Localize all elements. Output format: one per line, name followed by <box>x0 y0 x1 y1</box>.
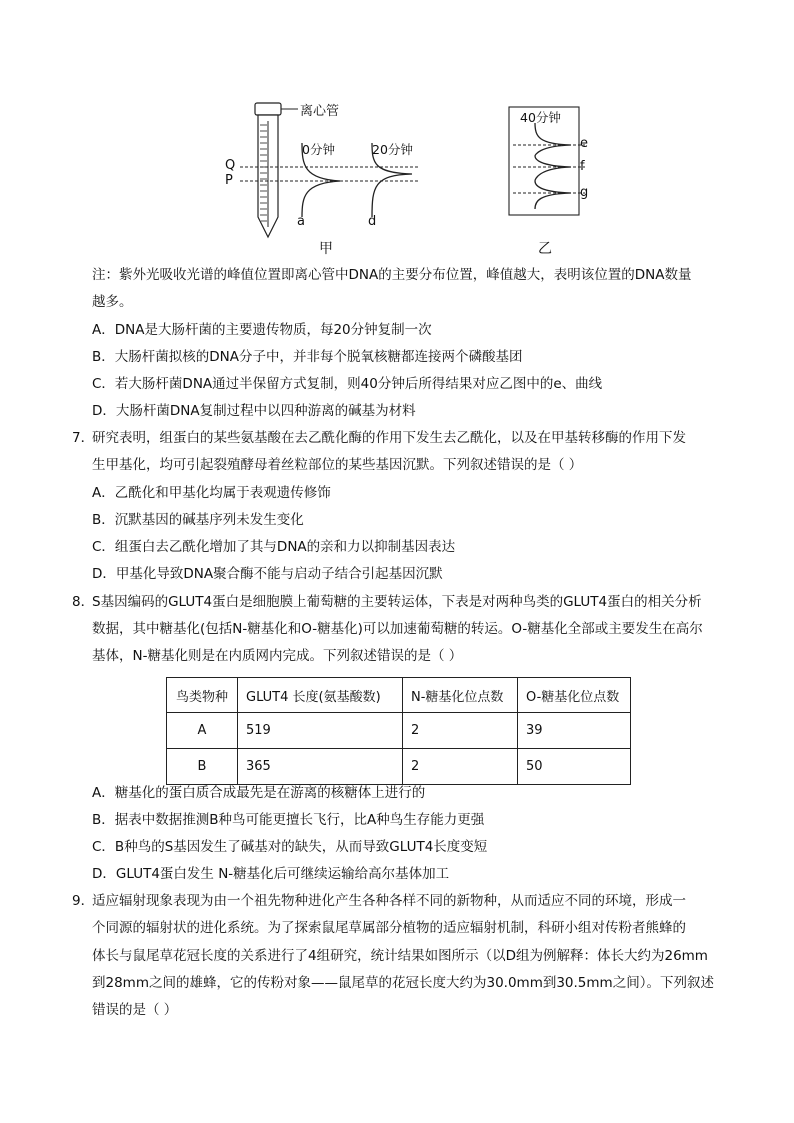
q9-stem-line-4: 到28mm之间的雄蜂，它的传粉对象——鼠尾草的花冠长度大约为30.0mm到30.5mm之间）。下列叙述 <box>92 975 714 991</box>
q8-option-b: B．据表中数据推测B种鸟可能更擅长飞行，比A种鸟生存能力更强 <box>92 812 485 828</box>
table-cell: B <box>167 749 238 785</box>
table-cell: 39 <box>518 713 631 749</box>
curve-a-label: a <box>297 214 305 229</box>
time-40-label: 40分钟 <box>520 110 561 125</box>
table-cell: 50 <box>518 749 631 785</box>
q7-stem-line-1: 研究表明，组蛋白的某些氨基酸在去乙酰化酶的作用下发生去乙酰化，以及在甲基转移酶的作用下发 <box>92 430 686 446</box>
q8-option-c: C．B种鸟的S基因发生了碱基对的缺失，从而导致GLUT4长度变短 <box>92 839 488 855</box>
caption-yi: 乙 <box>538 241 552 257</box>
q-label: Q <box>225 158 236 173</box>
q9-stem-line-2: 个同源的辐射状的进化系统。为了探索鼠尾草属部分植物的适应辐射机制，科研小组对传粉者熊蜂的 <box>92 920 686 936</box>
q8-option-d: D．GLUT4蛋白发生 N-糖基化后可继续运输给高尔基体加工 <box>92 866 450 882</box>
table-row <box>167 713 631 749</box>
q7-option-b: B．沉默基因的碱基序列未发生变化 <box>92 512 304 528</box>
figure-jia <box>220 95 430 260</box>
note-line-1: 注：紫外光吸收光谱的峰值位置即离心管中DNA的主要分布位置，峰值越大，表明该位置的DNA数量 <box>92 267 692 283</box>
q8-stem-line-1: S基因编码的GLUT4蛋白是细胞膜上葡萄糖的主要转运体，下表是对两种鸟类的GLUT4蛋白的相关分析 <box>92 594 702 610</box>
table-cell: 519 <box>238 713 403 749</box>
q6-option-d: D．大肠杆菌DNA复制过程中以四种游离的碱基为材料 <box>92 403 416 419</box>
q9-stem-line-5: 错误的是（ ） <box>92 1002 178 1018</box>
table-header-cell: N-糖基化位点数 <box>403 678 518 713</box>
glut4-table <box>166 677 631 785</box>
time-0-label: 0分钟 <box>302 142 335 157</box>
q7-stem-line-2: 生甲基化，均可引起裂殖酵母着丝粒部位的某些基因沉默。下列叙述错误的是（ ） <box>92 457 583 473</box>
table-header-cell: O-糖基化位点数 <box>518 678 631 713</box>
table-row <box>167 749 631 785</box>
table-header-cell: 鸟类物种 <box>167 678 238 713</box>
curve-d-label: d <box>368 214 377 229</box>
peak-g-label: g <box>580 185 589 200</box>
p-label: P <box>225 173 233 188</box>
q9-stem-line-3: 体长与鼠尾草花冠长度的关系进行了4组研究，统计结果如图所示（以D组为例解释：体长大约为26mm <box>92 948 708 964</box>
table-cell: 2 <box>403 713 518 749</box>
q8-stem-line-3: 基体，N-糖基化则是在内质网内完成。下列叙述错误的是（ ） <box>92 648 463 664</box>
q6-option-c: C．若大肠杆菌DNA通过半保留方式复制，则40分钟后所得结果对应乙图中的e、曲线 <box>92 376 603 392</box>
tube-cap <box>255 103 281 115</box>
note-line-2: 越多。 <box>92 294 133 310</box>
q6-option-b: B．大肠杆菌拟核的DNA分子中，并非每个脱氧核糖都连接两个磷酸基团 <box>92 349 523 365</box>
q8-option-a: A．糖基化的蛋白质合成最先是在游离的核糖体上进行的 <box>92 785 426 801</box>
q7-option-d: D．甲基化导致DNA聚合酶不能与启动子结合引起基因沉默 <box>92 566 443 582</box>
q7-number: 7． <box>72 430 95 446</box>
q8-stem-line-2: 数据，其中糖基化(包括N-糖基化和O-糖基化)可以加速葡萄糖的转运。O-糖基化全部或主要发生在高尔 <box>92 621 703 637</box>
q7-option-c: C．组蛋白去乙酰化增加了其与DNA的亲和力以抑制基因表达 <box>92 539 456 555</box>
q9-number: 9． <box>72 893 95 909</box>
q6-option-a: A．DNA是大肠杆菌的主要遗传物质，每20分钟复制一次 <box>92 322 432 338</box>
peak-f-label: f <box>580 159 585 174</box>
q7-option-a: A．乙酰化和甲基化均属于表观遗传修饰 <box>92 485 331 501</box>
table-cell: 2 <box>403 749 518 785</box>
table-header-cell: GLUT4 长度(氨基酸数) <box>238 678 403 713</box>
caption-jia: 甲 <box>319 241 333 257</box>
time-20-label: 20分钟 <box>372 142 413 157</box>
table-cell: 365 <box>238 749 403 785</box>
table-header-row <box>167 678 631 713</box>
peak-e-label: e <box>580 136 588 151</box>
q8-number: 8． <box>72 594 95 610</box>
table-cell: A <box>167 713 238 749</box>
tube-label: 离心管 <box>300 104 340 119</box>
q9-stem-line-1: 适应辐射现象表现为由一个祖先物种进化产生各种各样不同的新物种，从而适应不同的环境，形成一 <box>92 893 686 909</box>
